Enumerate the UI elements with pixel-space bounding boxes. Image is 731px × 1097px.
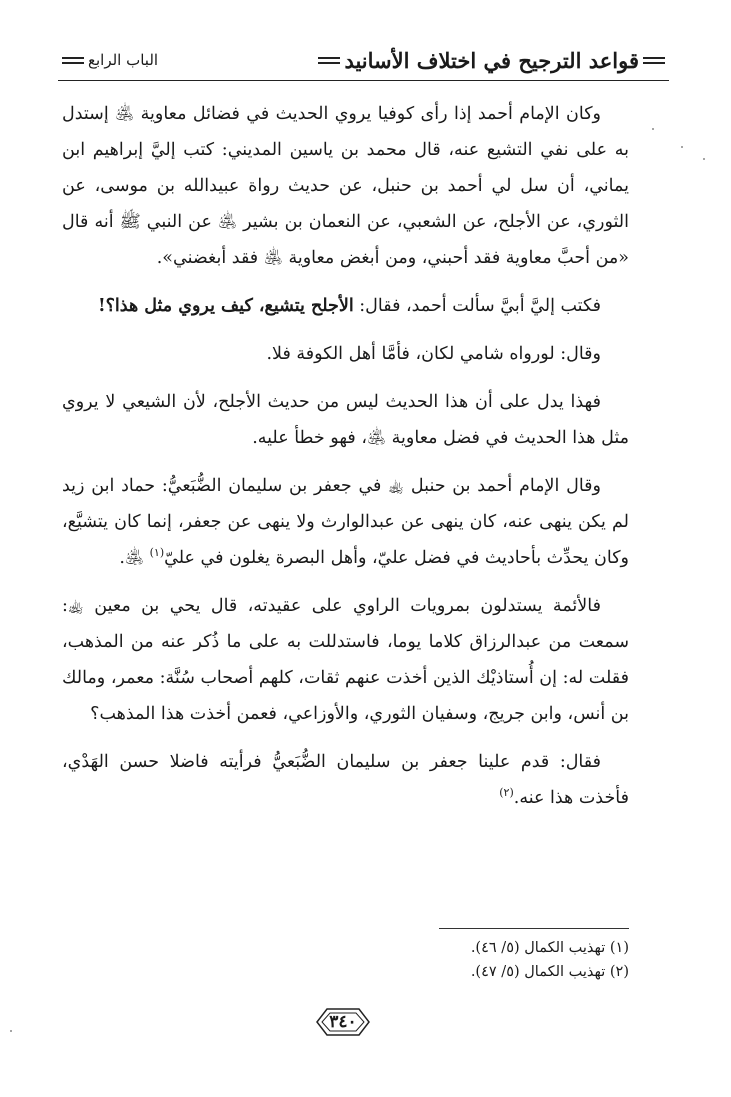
main-text — [62, 96, 629, 828]
paragraph-7 — [62, 744, 629, 816]
running-header — [58, 40, 669, 80]
paragraph-4: فهذا يدل على أن هذا الحديث ليس من حديث الأجلح، لأن الشيعي لا يروي مثل هذا الحديث في فضل معاوية ﵁، فهو خطأ عليه. — [62, 392, 629, 448]
paragraph-6: فالأئمة يستدلون بمرويات الراوي على عقيدته، قال يحي بن معين ﵀: سمعت من عبدالرزاق كلاما يوما، فاستدللت به على ما ذُكر عنه من المذهب، فقلت له: إن أُستاذيْك الذين أخذت عنهم ثقات، كلهم أصحاب سُنَّة: معمر، ومالك بن أنس، وابن جريج، وسفيان الثوري، والأوزاعي، فعمن أخذت هذا المذهب؟ — [62, 596, 629, 724]
chapter-label: الباب الرابع — [88, 51, 159, 69]
page-number-ornament — [313, 1003, 373, 1041]
paragraph-3: وقال: لورواه شامي لكان، فأمَّا أهل الكوفة فلا. — [266, 344, 601, 364]
paragraph-5-tail: ﵁. — [119, 548, 150, 568]
paragraph-1: وكان الإمام أحمد إذا رأى كوفيا يروي الحديث في فضائل معاوية ﵁ إستدل به على نفي التشيع عنه، قال محمد بن ياسين المديني: كتب إليَّ إبراهيم ابن يماني، أن سل لي أحمد بن حنبل، عن حديث رواة عبيدالله بن موسى، عن الثوري، عن الأجلح، عن الشعبي، عن النعمان بن بشير ﵁ عن النبي ﷺ أنه قال «من أحبَّ معاوية فقد أحبني، ومن أبغض معاوية ﵁ فقد أبغضني». — [62, 104, 629, 268]
paragraph-2-bold-quote: الأجلح يتشيع، كيف يروي مثل هذا؟! — [97, 296, 354, 316]
scan-speck — [681, 146, 683, 148]
paragraph-5-text: وقال الإمام أحمد بن حنبل ﵀ في جعفر بن سليمان الضُّبَعيُّ: حماد ابن زيد لم يكن ينهى عنه، كان ينهى عن عبدالوارث ولا ينهى عن جعفر، إنما كان يتشيَّع، وكان يحدِّث بأحاديث في فضل عليّ، وأهل البصرة يغلون في عليّ — [62, 476, 629, 568]
scan-speck — [652, 128, 654, 130]
scan-speck — [10, 1030, 12, 1032]
paragraph-2 — [62, 288, 629, 324]
footnote-1: (١) تهذيب الكمال (٥/ ٤٦). — [470, 940, 629, 956]
header-ornament-left — [62, 57, 84, 64]
paragraph-7-text: فقال: قدم علينا جعفر بن سليمان الضُّبَعيُّ فرأيته فاضلا حسن الهَدْي، فأخذت هذا عنه. — [62, 752, 629, 808]
header-ornament-right — [643, 57, 665, 64]
scan-speck — [703, 158, 705, 160]
footnote-ref-1[interactable]: (١) — [149, 546, 165, 560]
page-number: ٣٤٠ — [329, 1012, 357, 1032]
paragraph-2-text: فكتب إليَّ أبيَّ سألت أحمد، فقال: — [353, 296, 601, 316]
footnotes — [229, 936, 629, 984]
footnote-2: (٢) تهذيب الكمال (٥/ ٤٧). — [470, 964, 629, 980]
header-ornament-middle — [318, 57, 340, 64]
header-rule — [58, 80, 669, 81]
paragraph-5 — [62, 468, 629, 576]
book-title: قواعد الترجيح في اختلاف الأسانيد — [344, 47, 639, 73]
footnote-separator — [439, 928, 629, 929]
footnote-ref-2[interactable]: (٢) — [499, 786, 514, 800]
